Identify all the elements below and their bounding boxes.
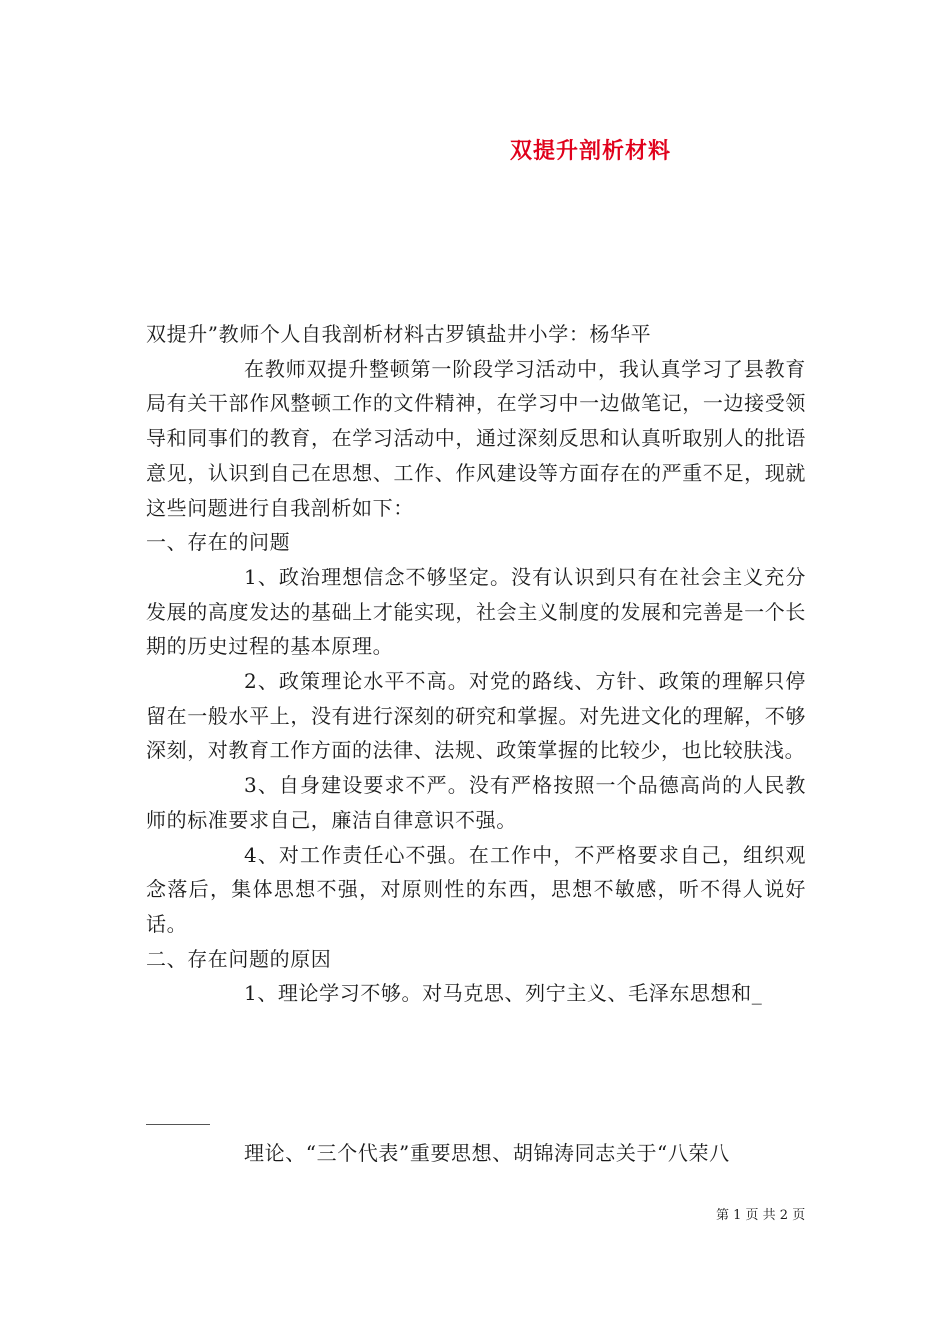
paragraph-problem-3: 3、自身建设要求不严。没有严格按照一个品德高尚的人民教师的标准要求自己，廉洁自律意识不强。 [146,773,806,832]
document-title: 双提升剖析材料 [510,138,672,164]
paragraph-problem-4: 4、对工作责任心不强。在工作中，不严格要求自己，组织观念落后，集体思想不强，对原则性的东西，思想不敏感，听不得人说好话。 [146,842,806,936]
paragraph-problem-2: 2、政策理论水平不高。对党的路线、方针、政策的理解只停留在一般水平上，没有进行深刻的研究和掌握。对先进文化的理解，不够深刻，对教育工作方面的法律、法规、政策掌握的比较少，也比较肤浅。 [146,669,806,763]
paragraph-continuation: 理论、“三个代表”重要思想、胡锦涛同志关于“八荣八 [244,1141,730,1165]
paragraph-intro: 在教师双提升整顿第一阶段学习活动中，我认真学习了县教育局有关干部作风整顿工作的文件精神，在学习中一边做笔记，一边接受领导和同事们的教育，在学习活动中，通过深刻反思和认真听取别人的批语意见，认识到自己在思想、工作、作风建设等方面存在的严重不足，现就这些问题进行自我剖析如下： [146,356,806,520]
page-number: 第 1 页 共 2 页 [716,1208,806,1223]
document-subtitle: 双提升”教师个人自我剖析材料古罗镇盐井小学：杨华平 [146,322,652,346]
document-body [146,317,806,1011]
paragraph-problem-1: 1、政治理想信念不够坚定。没有认识到只有在社会主义充分发展的高度发达的基础上才能实现，社会主义制度的发展和完善是一个长期的历史过程的基本原理。 [146,564,806,659]
paragraph-cause-1: 1、理论学习不够。对马克思、列宁主义、毛泽东思想和_ [244,981,763,1006]
section-heading-causes: 二、存在问题的原因 [146,946,332,971]
separator-line [146,1124,210,1125]
section-heading-problems: 一、存在的问题 [146,530,291,555]
